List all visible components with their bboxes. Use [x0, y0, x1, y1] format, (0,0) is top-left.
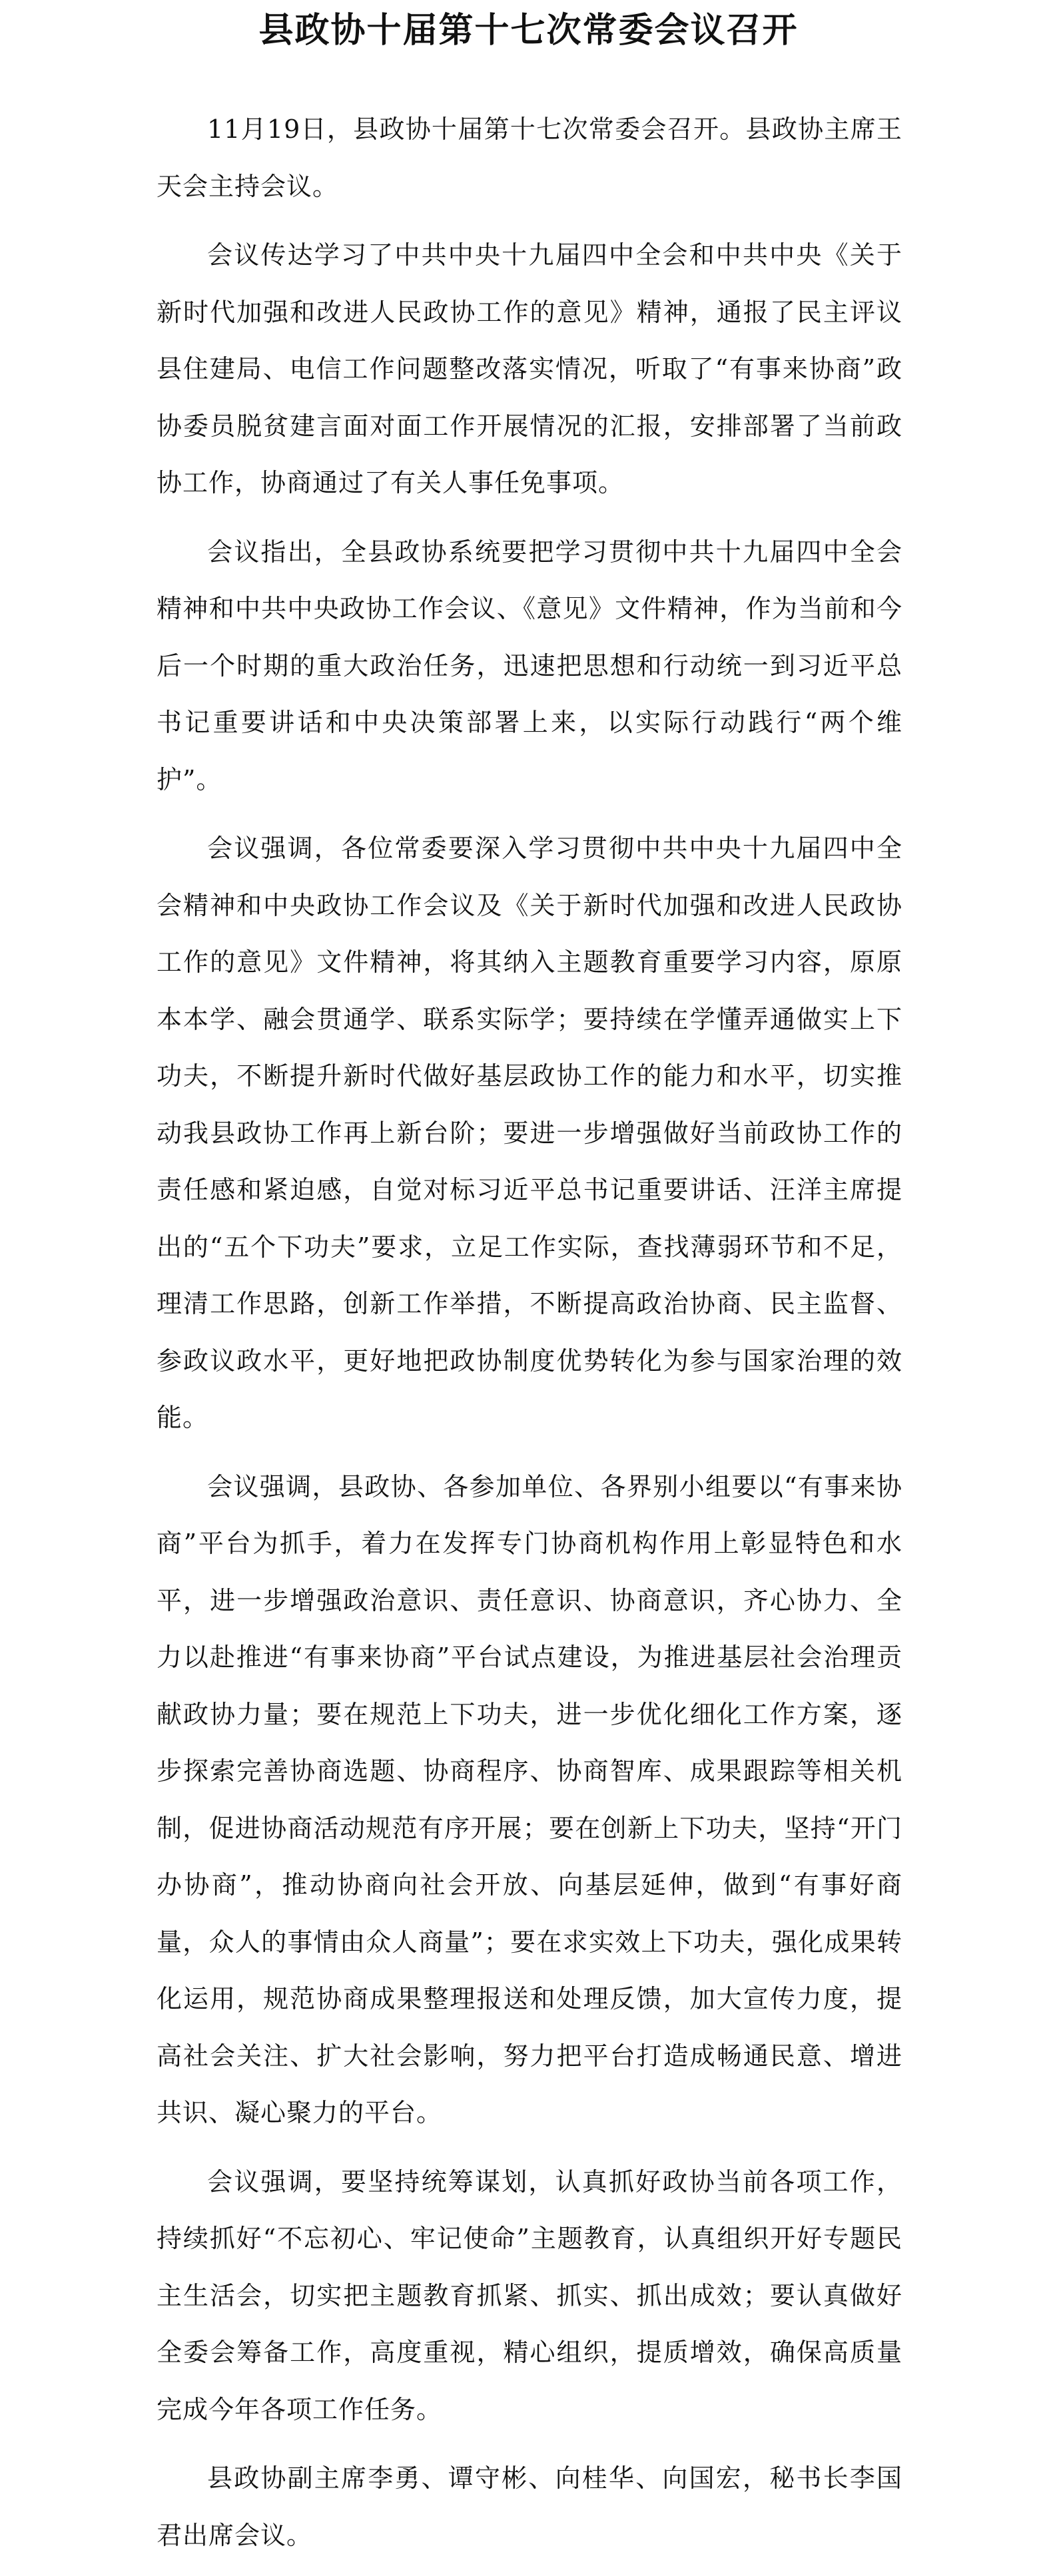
article-body: [157, 101, 902, 2576]
article-paragraph: 11月19日，县政协十届第十七次常委会召开。县政协主席王天会主持会议。: [157, 115, 902, 201]
article-paragraph: 会议传达学习了中共中央十九届四中全会和中共中央《关于新时代加强和改进人民政协工作的意见》精神，通报了民主评议县住建局、电信工作问题整改落实情况，听取了“有事来协商”政协委员脱贫建言面对面工作开展情况的汇报，安排部署了当前政协工作，协商通过了有关人事任免事项。: [157, 240, 902, 497]
article-paragraph: 会议强调，县政协、各参加单位、各界别小组要以“有事来协商”平台为抓手，着力在发挥专门协商机构作用上彰显特色和水平，进一步增强政治意识、责任意识、协商意识，齐心协力、全力以赴推进“有事来协商”平台试点建设，为推进基层社会治理贡献政协力量；要在规范上下功夫，进一步优化细化工作方案，逐步探索完善协商选题、协商程序、协商智库、成果跟踪等相关机制，促进协商活动规范有序开展；要在创新上下功夫，坚持“开门办协商”，推动协商向社会开放、向基层延伸，做到“有事好商量，众人的事情由众人商量”；要在求实效上下功夫，强化成果转化运用，规范协商成果整理报送和处理反馈，加大宣传力度，提高社会关注、扩大社会影响，努力把平台打造成畅通民意、增进共识、凝心聚力的平台。: [157, 1471, 902, 2127]
article-title: 县政协十届第十七次常委会议召开: [258, 10, 799, 51]
article-paragraph: 会议强调，各位常委要深入学习贯彻中共中央十九届四中全会精神和中央政协工作会议及《关于新时代加强和改进人民政协工作的意见》文件精神，将其纳入主题教育重要学习内容，原原本本学、融会贯通学、联系实际学；要持续在学懂弄通做实上下功夫，不断提升新时代做好基层政协工作的能力和水平，切实推动我县政协工作再上新台阶；要进一步增强做好当前政协工作的责任感和紧迫感，自觉对标习近平总书记重要讲话、汪洋主席提出的“五个下功夫”要求，立足工作实际，查找薄弱环节和不足，理清工作思路，创新工作举措，不断提高政治协商、民主监督、参政议政水平，更好地把政协制度优势转化为参与国家治理的效能。: [157, 834, 902, 1432]
article-paragraph: 县政协副主席李勇、谭守彬、向桂华、向国宏，秘书长李国君出席会议。: [157, 2463, 902, 2550]
article-paragraph: 会议强调，要坚持统筹谋划，认真抓好政协当前各项工作，持续抓好“不忘初心、牢记使命”主题教育，认真组织开好专题民主生活会，切实把主题教育抓紧、抓实、抓出成效；要认真做好全委会筹备工作，高度重视，精心组织，提质增效，确保高质量完成今年各项工作任务。: [157, 2167, 902, 2424]
article-paragraph: 会议指出，全县政协系统要把学习贯彻中共十九届四中全会精神和中共中央政协工作会议、《意见》文件精神，作为当前和今后一个时期的重大政治任务，迅速把思想和行动统一到习近平总书记重要讲话和中央决策部署上来，以实际行动践行“两个维护”。: [157, 537, 902, 794]
